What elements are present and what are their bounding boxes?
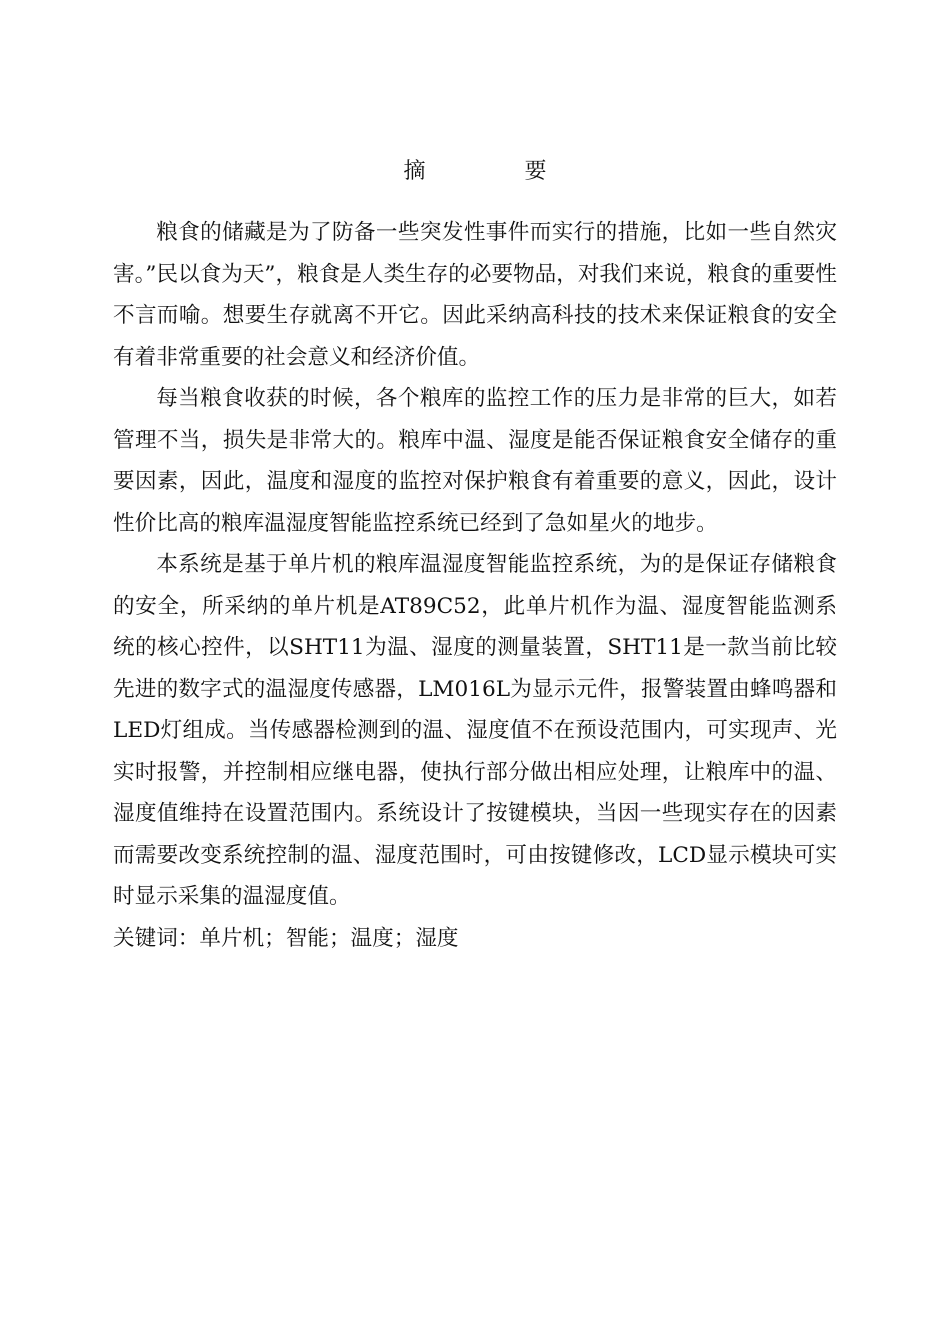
paragraph-1: 粮食的储藏是为了防备一些突发性事件而实行的措施，比如一些自然灾害。”民以食为天”，粮食是人类生存的必要物品，对我们来说，粮食的重要性不言而喻。想要生存就离不开它。因此采纳高科技的技术来保证粮食的安全有着非常重要的社会意义和经济价值。 xyxy=(113,220,837,370)
abstract-body xyxy=(113,212,837,959)
paragraph-2: 每当粮食收获的时候，各个粮库的监控工作的压力是非常的巨大，如若管理不当，损失是非常大的。粮库中温、湿度是能否保证粮食安全储存的重要因素，因此，温度和湿度的监控对保护粮食有着重要的意义，因此，设计性价比高的粮库温湿度智能监控系统已经到了急如星火的地步。 xyxy=(113,386,837,536)
abstract-title: 摘 要 xyxy=(403,159,593,184)
paragraph-3: 本系统是基于单片机的粮库温湿度智能监控系统，为的是保证存储粮食的安全，所采纳的单片机是AT89C52，此单片机作为温、湿度智能监测系统的核心控件，以SHT11为温、湿度的测量装置，SHT11是一款当前比较先进的数字式的温湿度传感器，LM016L为显示元件，报警装置由蜂鸣器和LED灯组成。当传感器检测到的温、湿度值不在预设范围内，可实现声、光实时报警，并控制相应继电器，使执行部分做出相应处理，让粮库中的温、湿度值维持在设置范围内。系统设计了按键模块，当因一些现实存在的因素而需要改变系统控制的温、湿度范围时，可由按键修改，LCD显示模块可实时显示采集的温湿度值。 xyxy=(113,552,837,909)
keywords-line: 关键词：单片机；智能；温度；湿度 xyxy=(113,925,459,951)
